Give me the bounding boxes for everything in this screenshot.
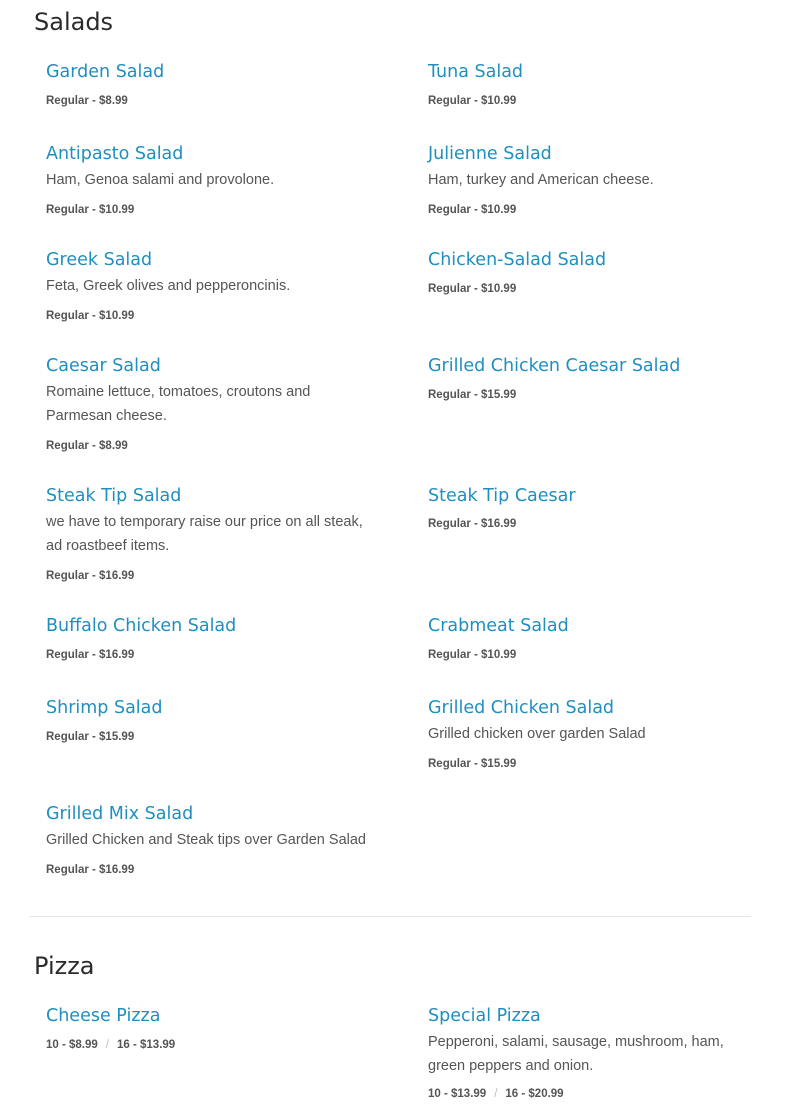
item-prices (428, 1087, 728, 1101)
price-small: 10 - $13.99 (428, 1088, 487, 1100)
item-description: we have to temporary raise our price on all steak, ad roastbeef items. (46, 514, 363, 554)
item-name[interactable]: Chicken-Salad Salad (428, 250, 607, 270)
menu-item-caesar-salad[interactable] (46, 355, 366, 453)
item-description: Grilled chicken over garden Salad (428, 726, 646, 742)
item-name[interactable]: Shrimp Salad (46, 698, 163, 718)
menu-item-buffalo-chicken-salad[interactable] (46, 615, 366, 662)
item-description: Pepperoni, salami, sausage, mushroom, ham, green peppers and onion. (428, 1034, 724, 1074)
item-name[interactable]: Greek Salad (46, 250, 153, 270)
item-name[interactable]: Steak Tip Caesar (428, 486, 576, 506)
item-description: Feta, Greek olives and pepperoncinis. (46, 278, 291, 294)
item-name[interactable]: Garden Salad (46, 62, 165, 82)
menu-item-steak-tip-salad[interactable] (46, 485, 366, 583)
menu-item-steak-tip-caesar[interactable] (428, 485, 748, 531)
menu-item-special-pizza[interactable] (428, 1005, 728, 1101)
price-small: 10 - $8.99 (46, 1039, 98, 1051)
item-name[interactable]: Tuna Salad (428, 62, 524, 82)
item-name[interactable]: Cheese Pizza (46, 1006, 161, 1026)
item-price: Regular - $8.99 (46, 440, 128, 452)
section-title-salads: Salads (34, 8, 114, 36)
item-price: Regular - $8.99 (46, 95, 128, 107)
item-description: Grilled Chicken and Steak tips over Garden Salad (46, 832, 366, 848)
menu-item-antipasto-salad[interactable] (46, 143, 366, 217)
price-separator: / (494, 1088, 498, 1100)
item-name[interactable]: Crabmeat Salad (428, 616, 569, 636)
item-name[interactable]: Julienne Salad (428, 144, 552, 164)
item-price: Regular - $15.99 (428, 389, 517, 401)
item-price: Regular - $16.99 (46, 864, 135, 876)
item-price: Regular - $10.99 (46, 204, 135, 216)
item-price: Regular - $10.99 (428, 95, 517, 107)
menu-item-julienne-salad[interactable] (428, 143, 748, 217)
menu-item-grilled-chicken-caesar-salad[interactable] (428, 355, 748, 402)
menu-item-shrimp-salad[interactable] (46, 697, 366, 744)
item-name[interactable]: Buffalo Chicken Salad (46, 616, 237, 636)
menu-item-greek-salad[interactable] (46, 249, 366, 323)
item-price: Regular - $10.99 (428, 649, 517, 661)
item-description: Ham, Genoa salami and provolone. (46, 172, 275, 188)
price-separator: / (105, 1039, 109, 1051)
item-price: Regular - $10.99 (46, 310, 135, 322)
price-large: 16 - $13.99 (117, 1039, 176, 1051)
menu-item-grilled-mix-salad[interactable] (46, 803, 386, 877)
item-price: Regular - $15.99 (46, 731, 135, 743)
item-description: Ham, turkey and American cheese. (428, 172, 654, 188)
item-price: Regular - $10.99 (428, 204, 517, 216)
menu-item-cheese-pizza[interactable] (46, 1005, 366, 1052)
item-name[interactable]: Antipasto Salad (46, 144, 184, 164)
item-price: Regular - $15.99 (428, 758, 517, 770)
price-large: 16 - $20.99 (505, 1088, 564, 1100)
item-price: Regular - $10.99 (428, 283, 517, 295)
menu-item-garden-salad[interactable] (46, 61, 366, 108)
menu-item-grilled-chicken-salad[interactable] (428, 697, 748, 771)
item-prices (46, 1038, 366, 1052)
section-divider (30, 916, 751, 917)
item-name[interactable]: Caesar Salad (46, 356, 161, 376)
menu-item-crabmeat-salad[interactable] (428, 615, 748, 662)
item-name[interactable]: Grilled Chicken Caesar Salad (428, 356, 681, 376)
item-name[interactable]: Grilled Mix Salad (46, 804, 194, 824)
item-price: Regular - $16.99 (46, 649, 135, 661)
section-title-pizza: Pizza (34, 952, 95, 980)
item-name[interactable]: Grilled Chicken Salad (428, 698, 615, 718)
menu-item-chicken-salad-salad[interactable] (428, 249, 748, 296)
item-price: Regular - $16.99 (428, 518, 517, 530)
item-name[interactable]: Special Pizza (428, 1006, 541, 1026)
item-description: Romaine lettuce, tomatoes, croutons and Parmesan cheese. (46, 384, 311, 424)
item-name[interactable]: Steak Tip Salad (46, 486, 182, 506)
menu-item-tuna-salad[interactable] (428, 61, 748, 108)
item-price: Regular - $16.99 (46, 570, 135, 582)
